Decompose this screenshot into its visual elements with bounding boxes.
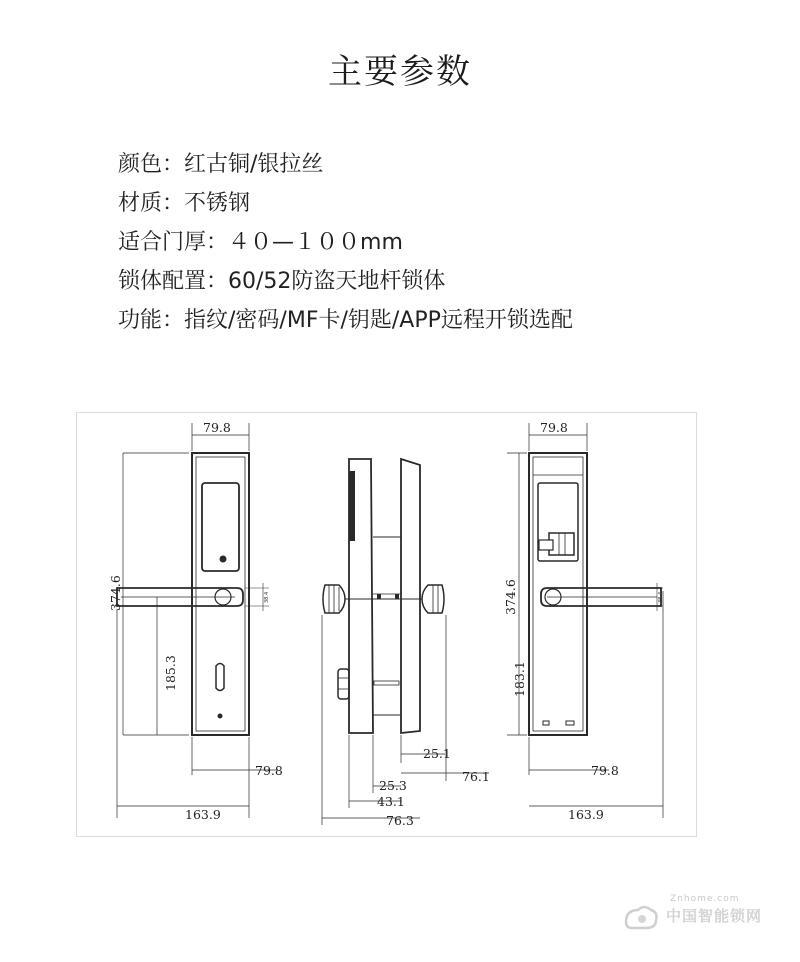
spec-label: 颜色： (118, 152, 185, 177)
front-keyhole (216, 664, 224, 691)
front-view (108, 420, 283, 822)
front-dim-bottom-width: 79.8 (255, 763, 283, 778)
side-dim-3: 25.3 (379, 778, 407, 793)
side-dim-5: 76.3 (386, 813, 414, 828)
spec-color (118, 145, 573, 184)
back-dim-handle-bottom: 183.1 (512, 661, 527, 697)
front-dim-handle-thickness: 38.4 (264, 591, 270, 603)
spec-label: 材质： (118, 191, 185, 216)
back-view (503, 420, 664, 822)
spec-label: 适合门厚： (118, 230, 229, 255)
side-body-right (401, 459, 420, 733)
back-dim-bottom-width: 79.8 (591, 763, 619, 778)
spec-value: 红古铜/银拉丝 (184, 152, 324, 177)
spec-value: 指纹/密码/MF卡/钥匙/APP远程开锁选配 (184, 308, 573, 333)
technical-drawing-svg (77, 413, 698, 838)
spec-label: 功能： (118, 308, 185, 333)
front-dim-top-width: 79.8 (203, 420, 231, 435)
side-view (322, 459, 490, 828)
front-dim-handle-bottom: 185.3 (163, 655, 178, 691)
watermark-logo-icon (620, 900, 662, 934)
side-keypad-edge (349, 471, 355, 541)
watermark-url: Znhome.com (670, 894, 740, 904)
spec-function (118, 301, 573, 340)
spec-label: 锁体配置： (118, 269, 229, 294)
front-dim-total-width: 163.9 (185, 807, 221, 822)
front-plate (192, 453, 249, 735)
side-dim-2: 76.1 (462, 769, 490, 784)
back-dim-total-width: 163.9 (568, 807, 604, 822)
spec-value: 60/52防盗天地杆锁体 (228, 269, 446, 294)
side-dim-1: 25.1 (423, 746, 451, 761)
side-thumb-turn (338, 669, 349, 699)
spec-door-thickness (118, 223, 573, 262)
spec-value: 不锈钢 (184, 191, 251, 216)
side-dim-4: 43.1 (377, 794, 405, 809)
spec-list (118, 145, 573, 340)
spec-value: ４０—１００mm (228, 230, 403, 255)
technical-drawing (76, 412, 697, 837)
back-dim-height: 374.6 (503, 579, 518, 615)
watermark-name: 中国智能锁网 (666, 907, 763, 925)
front-screw-dot (218, 714, 222, 718)
back-dim-top-width: 79.8 (540, 420, 568, 435)
watermark (618, 894, 788, 942)
spec-lock-body (118, 262, 573, 301)
page-title: 主要参数 (328, 52, 472, 92)
spec-material (118, 184, 573, 223)
front-dim-height: 374.6 (108, 575, 123, 611)
back-dim-handle-thickness: 38.4 (658, 591, 664, 603)
front-fingerprint-dot (220, 556, 226, 562)
